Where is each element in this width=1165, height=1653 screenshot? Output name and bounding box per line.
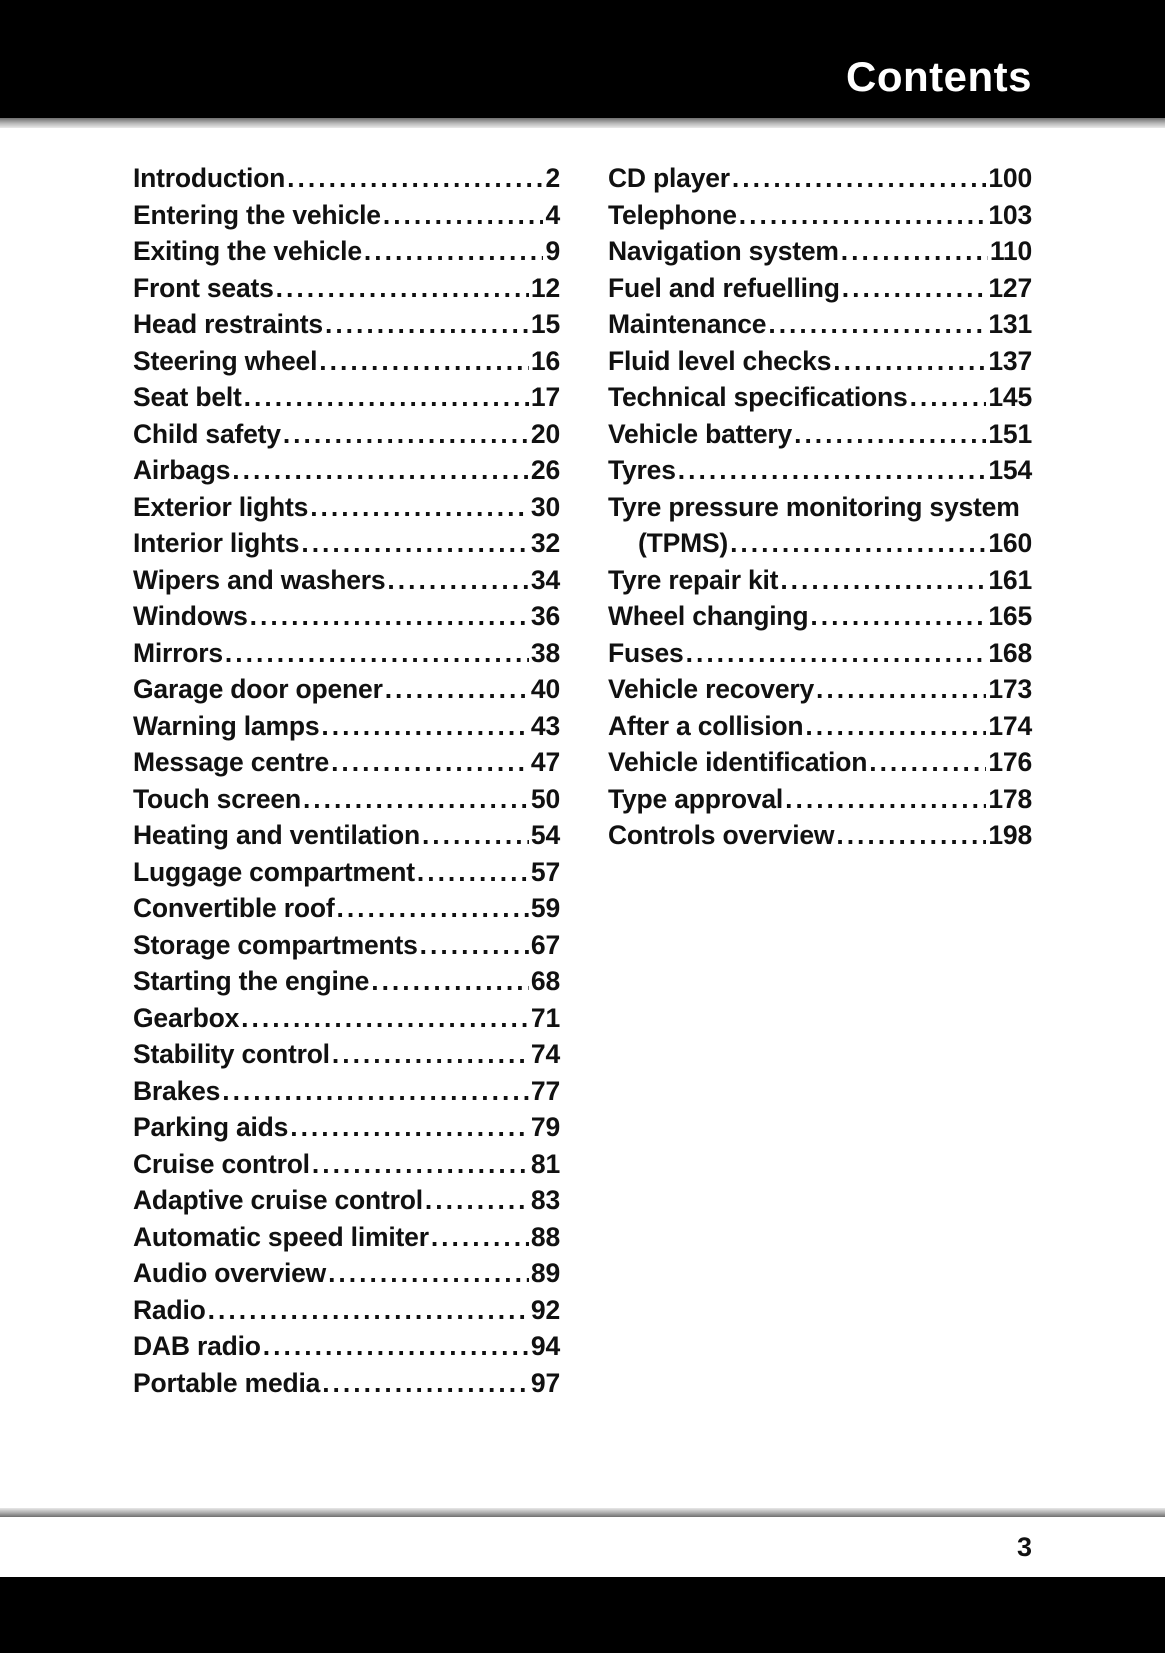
dot-leader <box>422 817 529 854</box>
dot-leader <box>910 379 987 416</box>
toc-column-right <box>608 160 1032 1401</box>
toc-entry-title: After a collision <box>608 710 804 741</box>
toc-entry-page: 40 <box>530 674 560 704</box>
toc-entry <box>133 1365 560 1402</box>
toc-entry-page: 168 <box>988 637 1032 668</box>
toc-entry-page: 34 <box>530 564 560 595</box>
toc-entry-title: Vehicle identification <box>608 747 868 777</box>
toc-entry-title: Adaptive cruise control <box>133 1185 423 1215</box>
toc-entry <box>133 671 560 708</box>
toc-entry-page: 89 <box>530 1258 560 1288</box>
toc-entry-title: Gearbox <box>133 1002 240 1033</box>
toc-entry-page: 36 <box>530 601 560 631</box>
dot-leader <box>321 708 529 745</box>
dot-leader <box>732 160 986 197</box>
toc-entry-title: Convertible roof <box>133 893 335 923</box>
toc-entry <box>133 1219 560 1256</box>
dot-leader <box>301 525 529 562</box>
dot-leader <box>283 416 529 453</box>
footer-bar <box>0 1577 1165 1653</box>
dot-leader <box>336 890 528 927</box>
dot-leader <box>331 744 529 781</box>
toc-entry-title: DAB radio <box>133 1331 261 1361</box>
toc-entry-title: Audio overview <box>133 1258 327 1288</box>
toc-entry-page: 151 <box>988 418 1032 449</box>
dot-leader <box>364 233 544 270</box>
toc-entry-page: 145 <box>988 382 1032 412</box>
toc-entry-title: Child safety <box>133 418 281 449</box>
dot-leader <box>232 452 529 489</box>
dot-leader <box>385 671 529 708</box>
toc-entry-title: Starting the engine <box>133 966 370 996</box>
toc-entry-title: Type approval <box>608 783 784 814</box>
toc-entry <box>133 1036 560 1073</box>
toc-entry <box>133 1255 560 1292</box>
toc-entry-page: 97 <box>530 1367 560 1398</box>
toc-entry <box>133 562 560 599</box>
toc-entry-page: 137 <box>988 345 1032 376</box>
dot-leader <box>810 598 986 635</box>
toc-entry-title: Controls overview <box>608 820 835 850</box>
toc-entry-page: 79 <box>530 1112 560 1142</box>
toc-entry-page: 9 <box>545 236 560 266</box>
toc-entry-title: Garage door opener <box>133 674 383 704</box>
dot-leader <box>263 1328 529 1365</box>
page-title: Contents <box>846 53 1032 100</box>
dot-leader <box>768 306 986 343</box>
toc-entry-first-line <box>608 489 1032 526</box>
toc-entry-title: Head restraints <box>133 309 323 339</box>
toc-entry <box>608 817 1032 854</box>
toc-entry-page: 68 <box>530 966 560 996</box>
toc-entry-title: Tyres <box>608 455 676 485</box>
toc-entry <box>608 744 1032 781</box>
toc-entry <box>133 233 560 270</box>
toc-entry <box>133 817 560 854</box>
dot-leader <box>387 562 529 599</box>
dot-leader <box>287 160 543 197</box>
toc-entry <box>608 635 1032 672</box>
toc-entry <box>608 306 1032 343</box>
toc-entry-page: 4 <box>545 199 560 230</box>
toc-entry-title: Wheel changing <box>608 601 809 631</box>
toc-entry <box>608 525 1032 562</box>
dot-leader <box>841 233 988 270</box>
toc-entry-title: Automatic speed limiter <box>133 1221 429 1252</box>
page-footer <box>0 1508 1165 1653</box>
toc-entry <box>608 781 1032 818</box>
toc-entry-title: Tyre pressure monitoring system <box>608 491 1020 522</box>
dot-leader <box>208 1292 529 1329</box>
dot-leader <box>276 270 529 307</box>
dot-leader <box>250 598 529 635</box>
toc-entry-page: 103 <box>988 199 1032 230</box>
toc-entry-title: Front seats <box>133 272 274 303</box>
toc-entry-title: Radio <box>133 1294 206 1325</box>
toc-entry-page: 38 <box>530 637 560 668</box>
page-number: 3 <box>1016 1531 1032 1562</box>
toc-entry-title: Storage compartments <box>133 929 418 960</box>
toc-entry-page: 17 <box>530 382 560 412</box>
toc-entry-title: Parking aids <box>133 1112 289 1142</box>
dot-leader <box>322 1365 529 1402</box>
dot-leader <box>678 452 987 489</box>
toc-entry-title: Touch screen <box>133 783 301 814</box>
toc-entry <box>133 854 560 891</box>
dot-leader <box>222 1073 529 1110</box>
toc-entry <box>133 1292 560 1329</box>
toc-entry-title: Wipers and washers <box>133 564 386 595</box>
dot-leader <box>420 927 529 964</box>
toc-entry <box>608 562 1032 599</box>
dot-leader <box>425 1182 529 1219</box>
toc-entry-page: 110 <box>989 236 1032 266</box>
toc-entry <box>133 343 560 380</box>
toc-entry <box>133 452 560 489</box>
toc-entry <box>133 744 560 781</box>
toc-entry-page: 160 <box>988 528 1032 558</box>
toc-entry <box>133 963 560 1000</box>
toc-entry-title: Steering wheel <box>133 345 318 376</box>
toc-entry <box>133 160 560 197</box>
dot-leader <box>785 781 986 818</box>
dot-leader <box>244 379 529 416</box>
toc-entry <box>133 197 560 234</box>
dot-leader <box>739 197 987 234</box>
toc-entry-title: Cruise control <box>133 1148 310 1179</box>
dot-leader <box>836 817 986 854</box>
footer-divider <box>0 1508 1165 1517</box>
dot-leader <box>842 270 987 307</box>
toc-entry-title: Fuses <box>608 637 684 668</box>
toc-entry <box>133 890 560 927</box>
footer-page-row <box>0 1517 1165 1577</box>
toc-entry-page: 161 <box>988 564 1032 595</box>
dot-leader <box>805 708 986 745</box>
toc-entry-page: 47 <box>530 747 560 777</box>
toc-entry <box>608 671 1032 708</box>
toc-entry-page: 100 <box>988 163 1032 193</box>
toc-entry <box>608 598 1032 635</box>
toc-entry <box>133 416 560 453</box>
toc-entry-title: Stability control <box>133 1039 330 1069</box>
dot-leader <box>780 562 986 599</box>
toc-entry-title: Tyre repair kit <box>608 564 779 595</box>
dot-leader <box>730 525 986 562</box>
page-header <box>0 0 1165 118</box>
toc-entry-title: Exiting the vehicle <box>133 236 362 266</box>
dot-leader <box>290 1109 529 1146</box>
toc-entry-page: 20 <box>530 418 560 449</box>
toc-entry-page: 43 <box>530 710 560 741</box>
toc-entry <box>133 525 560 562</box>
toc-entry-page: 178 <box>988 783 1032 814</box>
toc-entry <box>133 1328 560 1365</box>
toc-entry <box>133 635 560 672</box>
toc-entry <box>608 197 1032 234</box>
toc-entry-title: Warning lamps <box>133 710 320 741</box>
toc-entry-page: 127 <box>988 272 1032 303</box>
toc-entry-title: Vehicle battery <box>608 418 793 449</box>
toc-entry-title: Fluid level checks <box>608 345 832 376</box>
toc-entry-title: Entering the vehicle <box>133 199 381 230</box>
toc-entry <box>608 452 1032 489</box>
toc-entry-page: 176 <box>988 747 1032 777</box>
dot-leader <box>869 744 986 781</box>
toc-entry-title: Exterior lights <box>133 491 309 522</box>
dot-leader <box>312 1146 529 1183</box>
toc-entry <box>133 1146 560 1183</box>
toc-entry-page: 57 <box>530 856 560 887</box>
toc-entry-title: Navigation system <box>608 236 839 266</box>
toc-entry-page: 174 <box>988 710 1032 741</box>
dot-leader <box>225 635 529 672</box>
toc-entry-page: 32 <box>530 528 560 558</box>
toc-entry-page: 173 <box>988 674 1032 704</box>
table-of-contents <box>0 128 1165 1401</box>
toc-entry-title: Message centre <box>133 747 330 777</box>
toc-entry-page: 92 <box>530 1294 560 1325</box>
dot-leader <box>332 1036 529 1073</box>
toc-entry-page: 54 <box>530 820 560 850</box>
toc-entry <box>608 160 1032 197</box>
dot-leader <box>794 416 986 453</box>
toc-entry-page: 198 <box>988 820 1032 850</box>
toc-entry <box>133 598 560 635</box>
toc-entry-title: Luggage compartment <box>133 856 415 887</box>
toc-entry <box>133 1109 560 1146</box>
toc-entry <box>608 416 1032 453</box>
toc-entry-page: 77 <box>530 1075 560 1106</box>
toc-entry-page: 165 <box>988 601 1032 631</box>
toc-entry <box>133 1073 560 1110</box>
toc-entry <box>133 306 560 343</box>
toc-entry <box>133 270 560 307</box>
dot-leader <box>371 963 529 1000</box>
toc-entry <box>133 927 560 964</box>
toc-entry-page: 94 <box>530 1331 560 1361</box>
toc-entry-page: 30 <box>530 491 560 522</box>
dot-leader <box>328 1255 529 1292</box>
toc-entry-title: (TPMS) <box>638 528 729 558</box>
toc-entry-title: CD player <box>608 163 730 193</box>
dot-leader <box>417 854 529 891</box>
dot-leader <box>431 1219 529 1256</box>
toc-entry-page: 83 <box>530 1185 560 1215</box>
toc-entry-title: Interior lights <box>133 528 300 558</box>
toc-entry <box>608 233 1032 270</box>
toc-entry-page: 67 <box>530 929 560 960</box>
toc-entry-title: Telephone <box>608 199 737 230</box>
toc-entry-title: Airbags <box>133 455 231 485</box>
toc-entry-title: Maintenance <box>608 309 767 339</box>
toc-entry-page: 2 <box>545 163 560 193</box>
dot-leader <box>241 1000 529 1037</box>
toc-column-left <box>133 160 560 1401</box>
toc-entry-page: 131 <box>988 309 1032 339</box>
toc-entry <box>608 708 1032 745</box>
toc-entry-title: Technical specifications <box>608 382 908 412</box>
toc-entry-title: Windows <box>133 601 248 631</box>
toc-entry-title: Brakes <box>133 1075 221 1106</box>
toc-entry <box>133 1182 560 1219</box>
dot-leader <box>319 343 529 380</box>
toc-entry-title: Introduction <box>133 163 286 193</box>
toc-entry-page: 74 <box>530 1039 560 1069</box>
toc-entry-title: Portable media <box>133 1367 321 1398</box>
header-divider <box>0 118 1165 128</box>
toc-entry-page: 15 <box>530 309 560 339</box>
toc-entry-title: Mirrors <box>133 637 223 668</box>
toc-entry-page: 16 <box>530 345 560 376</box>
toc-entry-title: Vehicle recovery <box>608 674 815 704</box>
toc-entry-page: 50 <box>530 783 560 814</box>
toc-entry-page: 26 <box>530 455 560 485</box>
toc-entry-title: Fuel and refuelling <box>608 272 840 303</box>
toc-entry <box>608 270 1032 307</box>
toc-entry-page: 154 <box>988 455 1032 485</box>
toc-entry-title: Heating and ventilation <box>133 820 420 850</box>
dot-leader <box>303 781 529 818</box>
toc-entry <box>133 781 560 818</box>
dot-leader <box>816 671 986 708</box>
toc-entry-page: 81 <box>530 1148 560 1179</box>
dot-leader <box>383 197 544 234</box>
toc-entry-page: 12 <box>530 272 560 303</box>
toc-entry <box>608 379 1032 416</box>
toc-entry-page: 88 <box>530 1221 560 1252</box>
dot-leader <box>833 343 986 380</box>
dot-leader <box>310 489 529 526</box>
dot-leader <box>686 635 987 672</box>
toc-entry-page: 59 <box>530 893 560 923</box>
toc-entry <box>133 708 560 745</box>
toc-entry <box>608 343 1032 380</box>
toc-entry-title: Seat belt <box>133 382 242 412</box>
toc-entry <box>133 489 560 526</box>
toc-entry <box>133 379 560 416</box>
dot-leader <box>325 306 529 343</box>
toc-entry <box>133 1000 560 1037</box>
toc-entry-page: 71 <box>530 1002 560 1033</box>
